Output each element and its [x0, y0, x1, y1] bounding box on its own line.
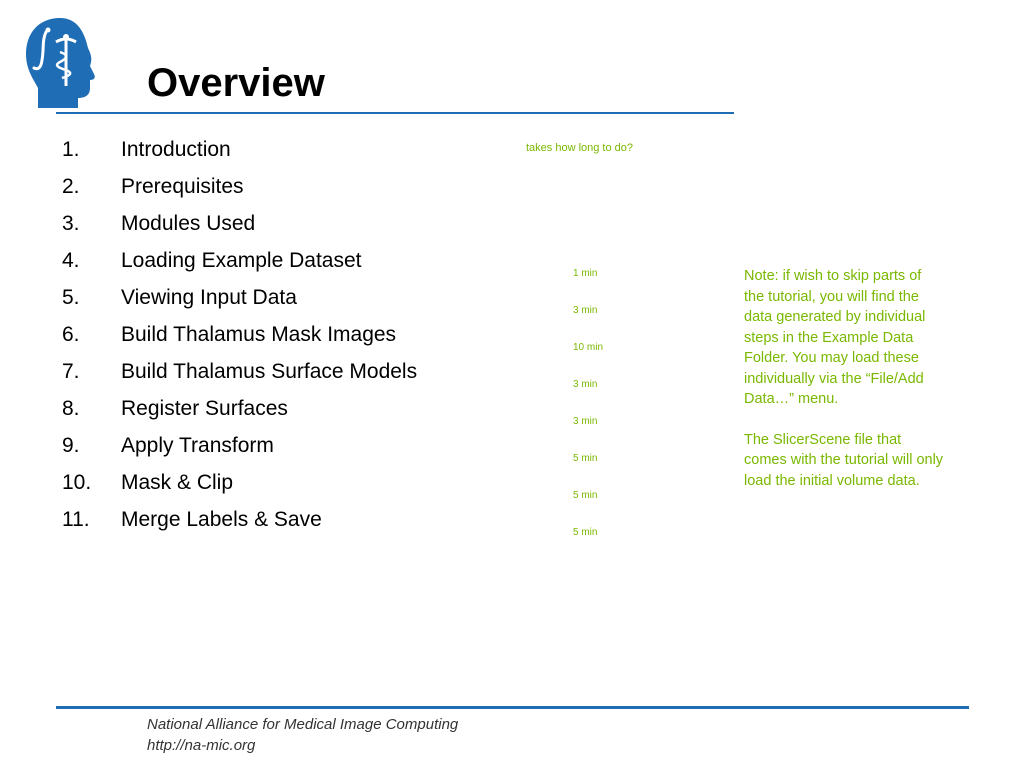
- agenda-item-number: 7.: [62, 360, 80, 383]
- durations-list: [573, 136, 603, 543]
- duration-item: 5 min: [573, 527, 598, 538]
- agenda-item-number: 11.: [62, 508, 90, 531]
- agenda-item: [62, 395, 417, 432]
- skip-parts-note: Note: if wish to skip parts of the tutorial, you will find the data generated by individual steps in the Example Data Folder. You may load these individually via the “File/Add Data…” menu.: [744, 268, 926, 407]
- agenda-item-number: 4.: [62, 249, 80, 272]
- agenda-item-number: 1.: [62, 138, 80, 161]
- duration-item: [573, 136, 603, 173]
- slide-title: Overview: [147, 61, 325, 105]
- duration-item: 5 min: [573, 453, 598, 464]
- agenda-item-label: Build Thalamus Mask Images: [121, 323, 397, 346]
- footer: [147, 714, 458, 756]
- agenda-item-label: Viewing Input Data: [121, 286, 297, 309]
- footer-divider: [56, 706, 969, 709]
- duration-item: 3 min: [573, 379, 598, 390]
- agenda-item: [62, 321, 417, 358]
- agenda-item: [62, 506, 417, 543]
- agenda-item: [62, 284, 417, 321]
- agenda-item: [62, 136, 417, 173]
- agenda-item-label: Build Thalamus Surface Models: [121, 360, 418, 383]
- agenda-item-number: 8.: [62, 397, 80, 420]
- agenda-item-number: 10.: [62, 471, 92, 494]
- footer-url: http://na-mic.org: [147, 737, 256, 754]
- duration-item: 3 min: [573, 305, 598, 316]
- duration-item: [573, 210, 603, 247]
- agenda-item-label: Loading Example Dataset: [121, 249, 362, 272]
- duration-item: [573, 173, 603, 210]
- agenda-item-label: Introduction: [121, 138, 231, 161]
- agenda-item-label: Prerequisites: [121, 175, 244, 198]
- durations-header: takes how long to do?: [526, 142, 634, 154]
- agenda-item: [62, 432, 417, 469]
- agenda-item: [62, 173, 417, 210]
- agenda-item: [62, 469, 417, 506]
- agenda-item-label: Apply Transform: [121, 434, 274, 457]
- slicerscene-note: The SlicerScene file that comes with the tutorial will only load the initial volume data.: [744, 431, 944, 489]
- agenda-item-label: Merge Labels & Save: [121, 508, 322, 531]
- agenda-item: [62, 358, 417, 395]
- agenda-item-number: 3.: [62, 212, 80, 235]
- agenda-item-label: Register Surfaces: [121, 397, 288, 420]
- footer-org: National Alliance for Medical Image Computing: [147, 716, 459, 733]
- agenda-list: [62, 136, 417, 543]
- agenda-item-number: 6.: [62, 323, 80, 346]
- slicer-logo-icon: [22, 16, 102, 110]
- agenda-item-label: Modules Used: [121, 212, 256, 235]
- duration-item: 1 min: [573, 268, 598, 279]
- agenda-item-number: 5.: [62, 286, 80, 309]
- duration-item: 10 min: [573, 342, 604, 353]
- duration-item: 5 min: [573, 490, 598, 501]
- agenda-item-label: Mask & Clip: [121, 471, 234, 494]
- side-notes: [744, 266, 944, 511]
- agenda-item-number: 2.: [62, 175, 80, 198]
- duration-item: 3 min: [573, 416, 598, 427]
- title-divider: [56, 112, 734, 114]
- agenda-item-number: 9.: [62, 434, 80, 457]
- agenda-item: [62, 210, 417, 247]
- agenda-item: [62, 247, 417, 284]
